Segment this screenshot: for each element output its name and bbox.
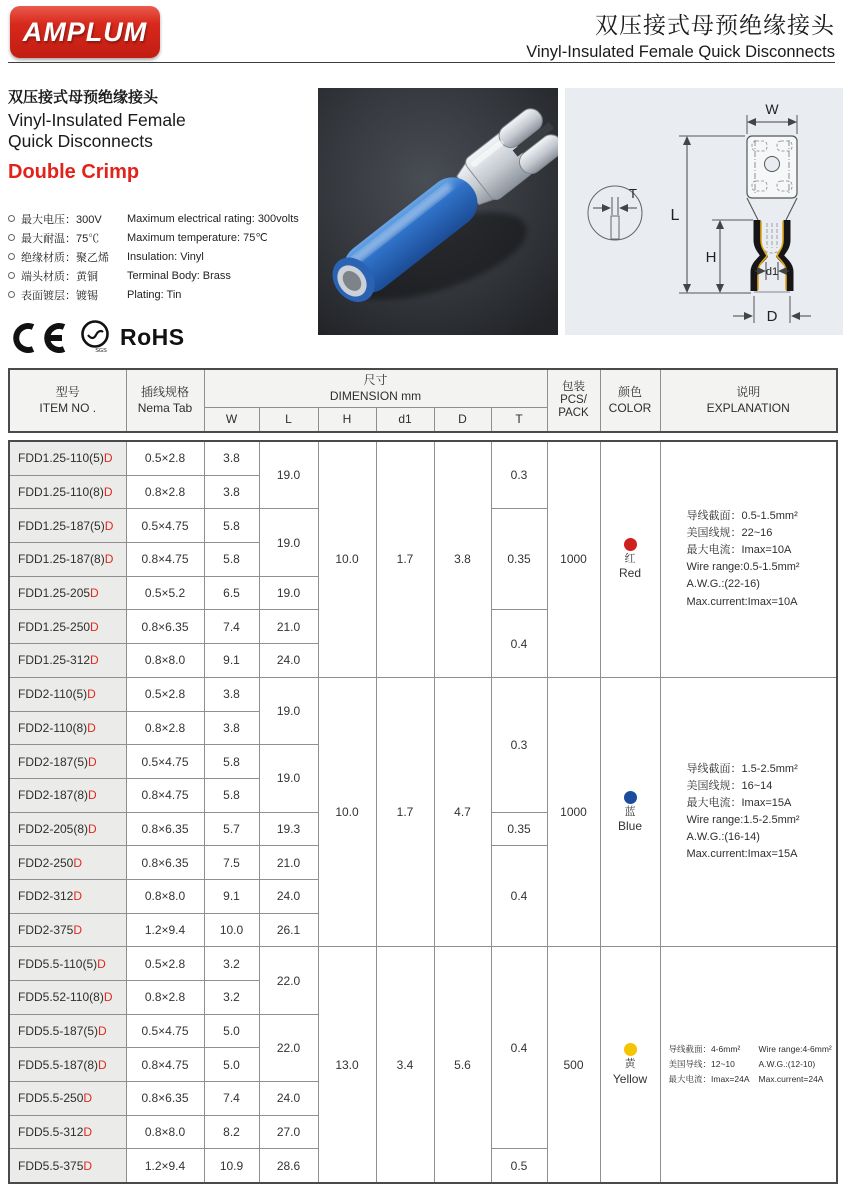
w-cell: 3.8 [204, 711, 259, 745]
l-cell: 24.0 [259, 644, 318, 678]
w-cell: 9.1 [204, 879, 259, 913]
pack-cell: 500 [547, 947, 600, 1183]
l-cell: 21.0 [259, 610, 318, 644]
l-cell: 28.6 [259, 1149, 318, 1183]
item-no-cell: FDD5.5-250D [9, 1082, 126, 1116]
table-row [9, 677, 837, 711]
item-no-cell: FDD2-110(8)D [9, 711, 126, 745]
nema-cell: 1.2×9.4 [126, 1149, 204, 1183]
bullet-icon [8, 215, 15, 222]
l-cell: 19.0 [259, 677, 318, 744]
spec-table [8, 368, 836, 1184]
t-cell: 0.4 [491, 846, 547, 947]
nema-cell: 0.8×2.8 [126, 711, 204, 745]
nema-cell: 0.5×2.8 [126, 441, 204, 475]
w-cell: 7.4 [204, 1082, 259, 1116]
product-title-en [8, 110, 308, 152]
color-cell: 红 Red [600, 441, 660, 677]
col-header-color: 颜色 COLOR [600, 369, 660, 432]
quick-disconnect-photo [318, 88, 558, 335]
item-no-cell: FDD1.25-205D [9, 576, 126, 610]
col-header-nema-tab: 插线规格 Nema Tab [126, 369, 204, 432]
nema-cell: 0.8×6.35 [126, 846, 204, 880]
w-cell: 3.8 [204, 677, 259, 711]
col-header-item-no: 型号 ITEM NO . [9, 369, 126, 432]
page-title-en: Vinyl-Insulated Female Quick Disconnects [526, 43, 835, 61]
nema-cell: 0.8×8.0 [126, 879, 204, 913]
item-no-cell: FDD2-250D [9, 846, 126, 880]
nema-cell: 0.5×4.75 [126, 509, 204, 543]
d-cell: 5.6 [434, 947, 491, 1183]
col-header-t: T [491, 408, 547, 433]
svg-text:H: H [705, 249, 717, 266]
spec-label-en: Maximum electrical rating: 300volts [127, 212, 299, 225]
w-cell: 7.5 [204, 846, 259, 880]
w-cell: 3.8 [204, 475, 259, 509]
product-title-cn: 双压接式母预绝缘接头 [8, 89, 159, 106]
nema-cell: 0.5×4.75 [126, 1014, 204, 1048]
nema-cell: 0.8×8.0 [126, 644, 204, 678]
explanation-col-en: Wire range:4-6mm² A.W.G.:(12-10) Max.current=24A [758, 1043, 832, 1085]
item-no-cell: FDD2-312D [9, 879, 126, 913]
brand-logo-text: AMPLUM [22, 16, 148, 47]
t-cell: 0.35 [491, 812, 547, 846]
color-dot [624, 791, 637, 804]
nema-cell: 0.8×4.75 [126, 1048, 204, 1082]
w-cell: 5.8 [204, 778, 259, 812]
page-title [526, 7, 835, 62]
explanation-col-cn: 导线截面：4-6mm² 美国导线：12~10 最大电流：Imax=24A [668, 1043, 750, 1085]
product-photo [318, 88, 558, 335]
l-cell: 19.0 [259, 745, 318, 812]
item-no-cell: FDD1.25-110(5)D [9, 441, 126, 475]
item-no-cell: FDD1.25-187(8)D [9, 543, 126, 577]
l-cell: 19.0 [259, 441, 318, 509]
col-header-h: H [318, 408, 376, 433]
w-cell: 5.8 [204, 745, 259, 779]
spec-row [8, 247, 308, 266]
spec-row [8, 228, 308, 247]
d1-cell: 1.7 [376, 441, 434, 677]
spec-table-header [8, 368, 838, 433]
dimension-drawing-svg [565, 88, 843, 335]
l-cell: 19.0 [259, 509, 318, 576]
item-no-cell: FDD1.25-312D [9, 644, 126, 678]
w-cell: 5.0 [204, 1048, 259, 1082]
spec-row [8, 266, 308, 285]
svg-text:W: W [765, 101, 779, 117]
d1-cell: 1.7 [376, 677, 434, 947]
col-header-d1: d1 [376, 408, 434, 433]
explanation-cell [660, 947, 837, 1183]
pack-cell: 1000 [547, 441, 600, 677]
l-cell: 19.3 [259, 812, 318, 846]
spec-label-en: Maximum temperature: 75℃ [127, 232, 268, 244]
spec-label-cn: 绝缘材质：聚乙烯 [21, 251, 109, 264]
nema-cell: 0.8×6.35 [126, 610, 204, 644]
bullet-icon [8, 234, 15, 241]
w-cell: 5.8 [204, 543, 259, 577]
d1-cell: 3.4 [376, 947, 434, 1183]
w-cell: 10.0 [204, 913, 259, 947]
nema-cell: 0.5×5.2 [126, 576, 204, 610]
spec-label-en: Plating: Tin [127, 288, 182, 301]
color-cell: 黄 Yellow [600, 947, 660, 1183]
spec-label-en: Insulation: Vinyl [127, 250, 204, 263]
nema-cell: 0.5×4.75 [126, 745, 204, 779]
h-cell: 10.0 [318, 441, 376, 677]
explanation-cell: 导线截面：1.5-2.5mm² 美国线规：16~14 最大电流：Imax=15A Wire range:1.5-2.5mm² A.W.G.:(16-14) Max.current:Imax=15A [660, 677, 837, 947]
spec-label-cn: 最大耐温：75℃ [21, 232, 100, 245]
nema-cell: 0.8×6.35 [126, 812, 204, 846]
color-cell: 蓝 Blue [600, 677, 660, 947]
item-no-cell: FDD1.25-187(5)D [9, 509, 126, 543]
w-cell: 3.8 [204, 441, 259, 475]
nema-cell: 1.2×9.4 [126, 913, 204, 947]
nema-cell: 0.5×2.8 [126, 947, 204, 981]
item-no-cell: FDD5.5-375D [9, 1149, 126, 1183]
svg-text:D: D [766, 308, 778, 325]
h-cell: 10.0 [318, 677, 376, 947]
ce-mark-icon [8, 320, 70, 354]
svg-text:T: T [629, 186, 637, 201]
nema-cell: 0.8×6.35 [126, 1082, 204, 1116]
spec-label-cn: 最大电压：300V [21, 213, 102, 226]
w-cell: 6.5 [204, 576, 259, 610]
sgs-logo-icon [79, 319, 111, 355]
item-no-cell: FDD5.5-110(5)D [9, 947, 126, 981]
l-cell: 26.1 [259, 913, 318, 947]
spec-label-cn: 端头材质：黄铜 [21, 270, 98, 283]
col-header-d: D [434, 408, 491, 433]
col-header-explanation: 说明 EXPLANATION [660, 369, 837, 432]
l-cell: 24.0 [259, 1082, 318, 1116]
w-cell: 5.0 [204, 1014, 259, 1048]
h-cell: 13.0 [318, 947, 376, 1183]
t-cell: 0.4 [491, 610, 547, 677]
svg-text:L: L [670, 207, 680, 224]
product-title-en-line2: Quick Disconnects [8, 131, 153, 151]
item-no-cell: FDD5.52-110(8)D [9, 981, 126, 1015]
item-no-cell: FDD5.5-187(5)D [9, 1014, 126, 1048]
l-cell: 22.0 [259, 947, 318, 1014]
l-cell: 27.0 [259, 1115, 318, 1149]
item-no-cell: FDD5.5-187(8)D [9, 1048, 126, 1082]
color-dot [624, 1043, 637, 1056]
product-subtitle: Double Crimp [8, 161, 140, 183]
table-gap [8, 433, 836, 440]
spec-label-cn: 表面镀层：镀锡 [21, 289, 98, 302]
t-cell: 0.4 [491, 947, 547, 1149]
page-title-cn: 双压接式母预绝缘接头 [595, 12, 835, 38]
spec-list [8, 209, 308, 304]
spec-table-body [8, 440, 838, 1184]
rohs-label: RoHS [120, 323, 185, 350]
header-divider [8, 62, 835, 63]
t-cell: 0.3 [491, 441, 547, 509]
col-header-pack: 包装 PCS/ PACK [547, 369, 600, 432]
col-header-dimension: 尺寸 DIMENSION mm [204, 369, 547, 408]
t-cell: 0.3 [491, 677, 547, 812]
explanation-cell: 导线截面：0.5-1.5mm² 美国线规：22~16 最大电流：Imax=10A Wire range:0.5-1.5mm² A.W.G.:(22-16) Max.current:Imax=10A [660, 441, 837, 677]
item-no-cell: FDD1.25-110(8)D [9, 475, 126, 509]
item-no-cell: FDD1.25-250D [9, 610, 126, 644]
w-cell: 10.9 [204, 1149, 259, 1183]
t-cell: 0.35 [491, 509, 547, 610]
item-no-cell: FDD2-187(8)D [9, 778, 126, 812]
d-cell: 4.7 [434, 677, 491, 947]
w-cell: 5.7 [204, 812, 259, 846]
table-row [9, 947, 837, 981]
w-cell: 7.4 [204, 610, 259, 644]
w-cell: 3.2 [204, 947, 259, 981]
nema-cell: 0.8×2.8 [126, 475, 204, 509]
spec-row [8, 285, 308, 304]
spec-label-en: Terminal Body: Brass [127, 269, 231, 282]
svg-text:SGS: SGS [95, 348, 107, 354]
item-no-cell: FDD2-375D [9, 913, 126, 947]
item-no-cell: FDD2-205(8)D [9, 812, 126, 846]
item-no-cell: FDD2-187(5)D [9, 745, 126, 779]
nema-cell: 0.8×8.0 [126, 1115, 204, 1149]
bullet-icon [8, 272, 15, 279]
w-cell: 8.2 [204, 1115, 259, 1149]
w-cell: 3.2 [204, 981, 259, 1015]
d-cell: 3.8 [434, 441, 491, 677]
l-cell: 21.0 [259, 846, 318, 880]
bullet-icon [8, 291, 15, 298]
item-no-cell: FDD5.5-312D [9, 1115, 126, 1149]
l-cell: 22.0 [259, 1014, 318, 1081]
dimension-drawing [565, 88, 843, 335]
nema-cell: 0.8×2.8 [126, 981, 204, 1015]
nema-cell: 0.8×4.75 [126, 543, 204, 577]
product-title-en-line1: Vinyl-Insulated Female [8, 110, 186, 130]
svg-text:d1: d1 [765, 266, 779, 278]
pack-cell: 1000 [547, 677, 600, 947]
nema-cell: 0.8×4.75 [126, 778, 204, 812]
t-cell: 0.5 [491, 1149, 547, 1183]
w-cell: 5.8 [204, 509, 259, 543]
l-cell: 24.0 [259, 879, 318, 913]
w-cell: 9.1 [204, 644, 259, 678]
bullet-icon [8, 253, 15, 260]
item-no-cell: FDD2-110(5)D [9, 677, 126, 711]
l-cell: 19.0 [259, 576, 318, 610]
col-header-l: L [259, 408, 318, 433]
table-row [9, 441, 837, 475]
spec-row [8, 209, 308, 228]
nema-cell: 0.5×2.8 [126, 677, 204, 711]
brand-logo [10, 6, 160, 58]
col-header-w: W [204, 408, 259, 433]
color-dot [624, 538, 637, 551]
product-info [8, 86, 308, 355]
certification-row [8, 319, 308, 355]
